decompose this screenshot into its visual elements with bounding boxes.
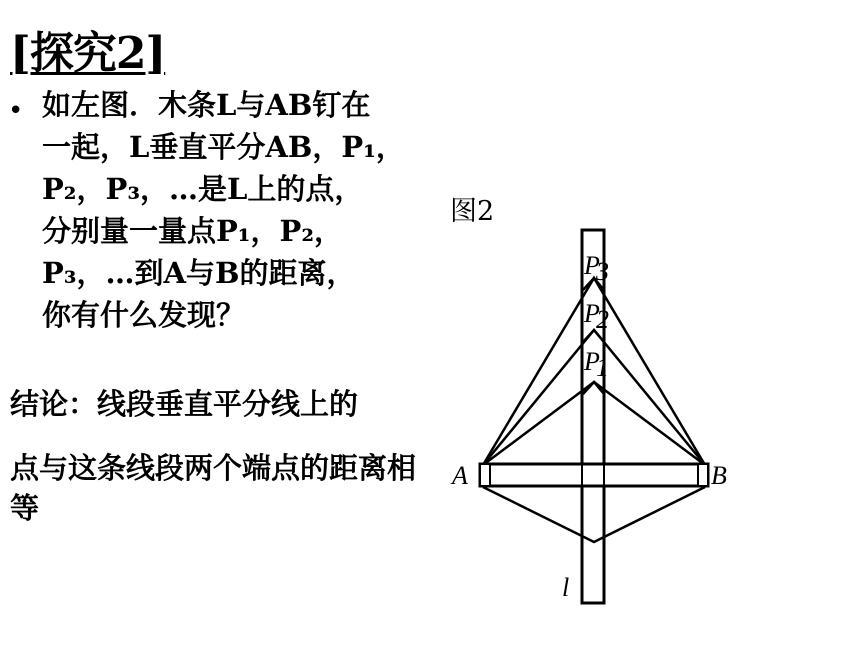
label-p2: P — [584, 299, 600, 328]
label-l: l — [562, 573, 570, 602]
label-p3: P — [584, 251, 600, 280]
label-b: B — [711, 461, 727, 490]
conclusion-line-2: 点与这条线段两个端点的距离相等 — [10, 451, 417, 525]
label-p1-subscript: 1 — [596, 353, 609, 382]
paragraph-line: 分别量一量点P₁，P₂， — [42, 214, 344, 248]
conclusion-line-1: 结论：线段垂直平分线上的 — [10, 387, 359, 421]
label-p1: P — [584, 347, 600, 376]
paragraph-line: 一起，L垂直平分AB，P₁， — [42, 130, 405, 164]
paragraph-line: P₂，P₃，…是L上的点， — [42, 172, 364, 206]
label-p3-subscript: 3 — [596, 257, 609, 286]
bullet-marker: • — [8, 96, 24, 126]
page-title: [探究2] — [10, 28, 166, 79]
label-a: A — [452, 461, 468, 490]
paragraph-line: P₃，…到A与B的距离， — [42, 256, 356, 290]
label-p2-subscript: 2 — [596, 305, 609, 334]
paragraph-line: 你有什么发现？ — [42, 298, 246, 332]
figure-caption: 图2 — [450, 196, 495, 227]
paragraph-line: 如左图．木条L与AB钉在 — [42, 88, 371, 122]
peg-b — [698, 464, 708, 486]
stick-ab — [480, 464, 708, 486]
peg-a — [480, 464, 490, 486]
